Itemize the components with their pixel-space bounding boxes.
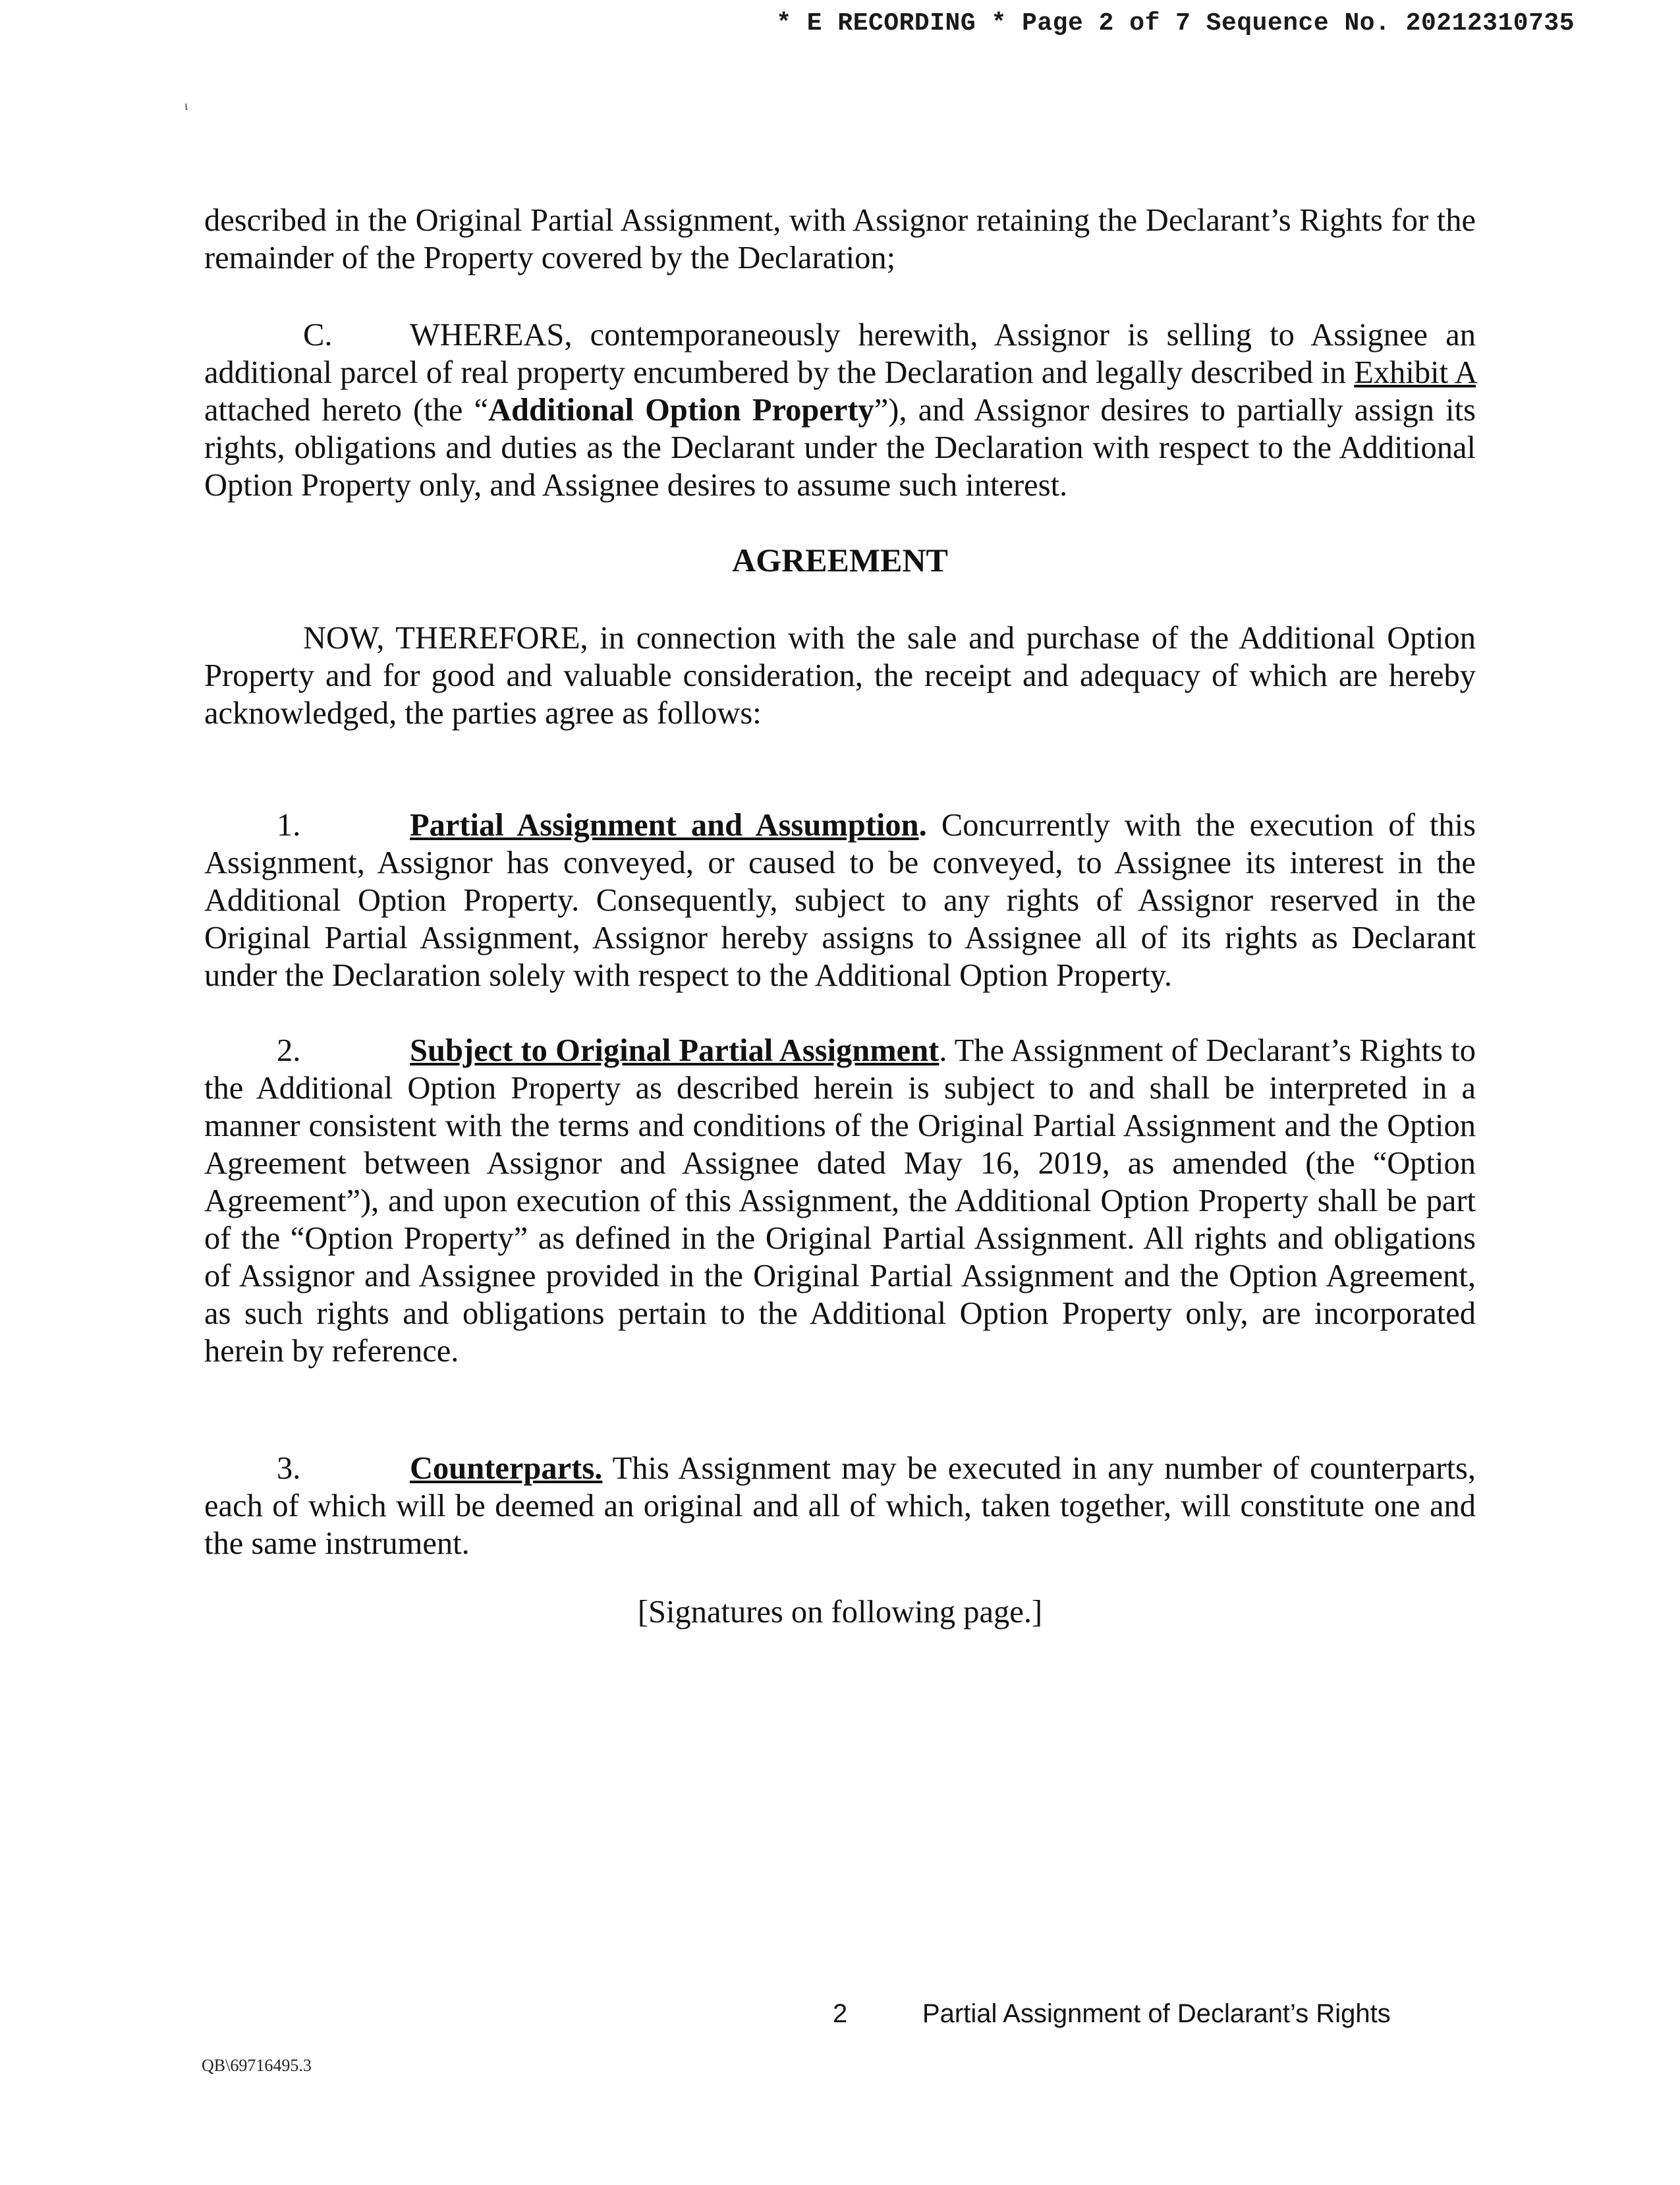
section-3-text: This Assignment may be executed in any number of counterparts, each of which will be deemed an original and all of which, taken together, will constitute one and the same instrument. — [204, 1451, 1476, 1561]
section-2-text: The Assignment of Declarant’s Rights to the Additional Option Property as described herein is subject to and shall be interpreted in a manner consistent with the terms and conditions of the Original Partial Assignment and the Option Agreement between Assignor and Assignee dated May 16, 2019, as amended (the “Option Agreement”), and upon execution of this Assignment, the Additional Option Property shall be part of the “Option Property” as defined in the Original Partial Assignment. All rights and obligations of Assignor and Assignee provided in the Original Partial Assignment and the Option Agreement, as such rights and obligations pertain to the Additional Option Property only, are incorporated herein by reference. — [204, 1033, 1476, 1369]
recital-c-text-3: ”), and Assignor desires to partially assign its rights, obligations and duties as the Declarant under the Declaration with respect to the Additional Option Property only, and Assignee desires to assume such interest. — [204, 393, 1476, 503]
signatures-note: [Signatures on following page.] — [637, 1595, 1043, 1630]
section-2-number: 2. — [277, 1033, 301, 1068]
paragraph-continued: described in the Original Partial Assignment, with Assignor retaining the Declarant’s Rights for the remainder of the Property covered by the Declaration; — [204, 203, 1476, 275]
recital-c-text-2: attached hereto (the “ — [204, 393, 489, 428]
section-3-number: 3. — [277, 1451, 301, 1486]
section-2-title: Subject to Original Partial Assignment — [410, 1033, 939, 1068]
now-therefore-paragraph: NOW, THEREFORE, in connection with the sale and purchase of the Additional Option Property and for good and valuable consideration, the receipt and adequacy of which are hereby acknowledged, the parties agree as follows: — [204, 621, 1476, 731]
footer-page-number: 2 — [833, 1999, 848, 2028]
section-3-title: Counterparts. — [410, 1451, 603, 1486]
section-2 — [204, 1032, 1476, 1370]
footer-document-title: Partial Assignment of Declarant’s Rights — [922, 1999, 1391, 2028]
recital-c-label: C. — [303, 318, 333, 353]
section-1-title: Partial Assignment and Assumption — [410, 808, 919, 843]
section-1-number: 1. — [277, 808, 301, 843]
section-3 — [204, 1450, 1476, 1562]
section-2-title-suffix: . — [939, 1033, 947, 1068]
stray-mark: ι — [184, 99, 188, 113]
recording-header: * E RECORDING * Page 2 of 7 Sequence No. 20212310735 — [776, 9, 1575, 38]
section-1-text: Concurrently with the execution of this Assignment, Assignor has conveyed, or caused to be conveyed, to Assignee its interest in the Additional Option Property. Consequently, subject to any rights of Assignor reserved in the Original Partial Assignment, Assignor hereby assigns to Assignee all of its rights as Declarant under the Declaration solely with respect to the Additional Option Property. — [204, 808, 1476, 993]
section-1 — [204, 807, 1476, 994]
footer-document-id: QB\69716495.3 — [202, 2056, 312, 2075]
recital-c — [204, 316, 1476, 504]
recital-c-text-1: WHEREAS, contemporaneously herewith, Assignor is selling to Assignee an additional parcel of real property encumbered by the Declaration and legally described in — [204, 318, 1476, 390]
agreement-heading: AGREEMENT — [732, 542, 948, 579]
defined-term-additional-option-property: Additional Option Property — [488, 393, 874, 428]
section-1-title-suffix: . — [918, 808, 927, 843]
exhibit-a-link[interactable]: Exhibit A — [1354, 355, 1476, 390]
